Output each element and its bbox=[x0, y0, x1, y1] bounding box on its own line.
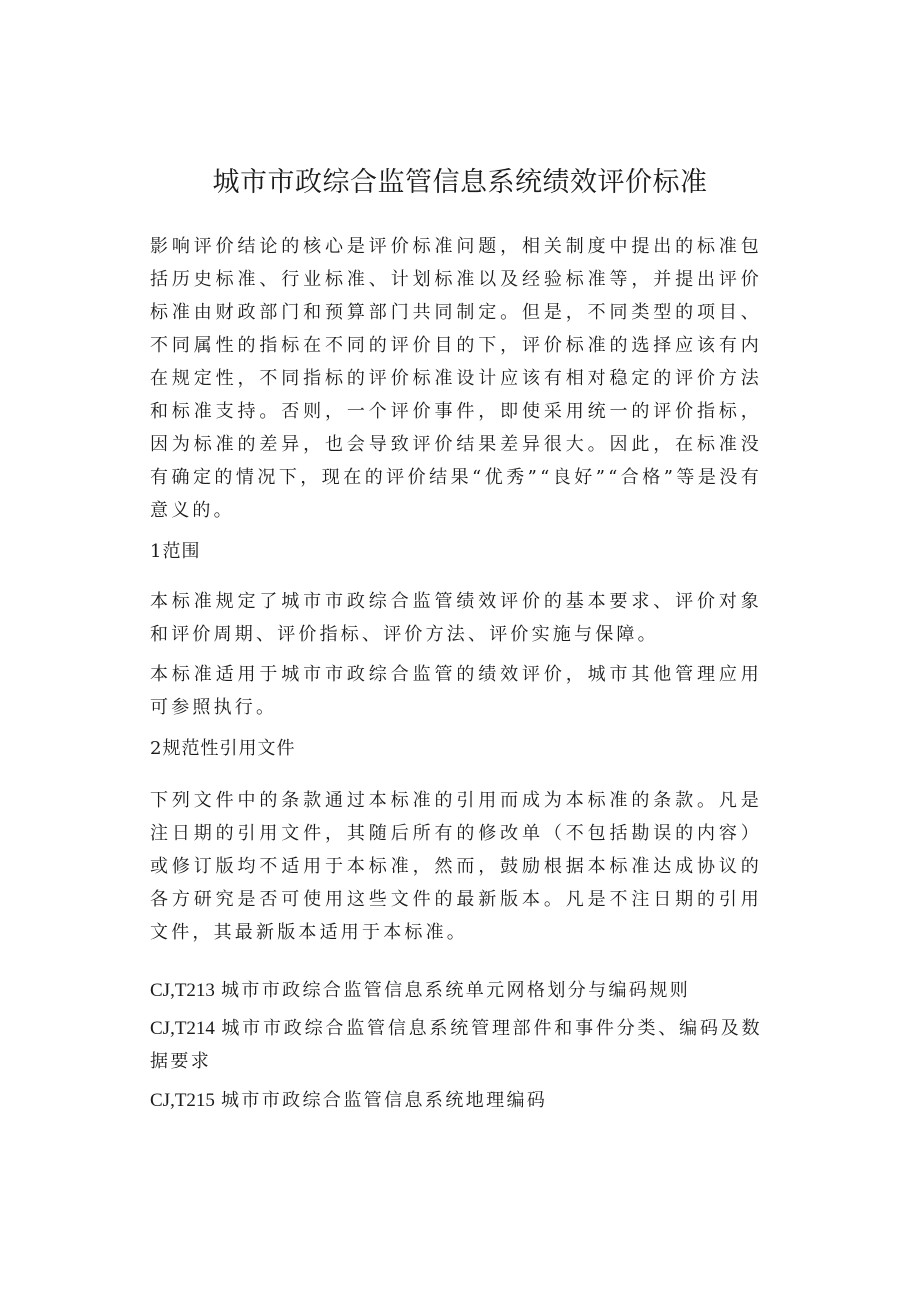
reference-title: 城市市政综合监管信息系统地理编码 bbox=[220, 1090, 548, 1111]
intro-paragraph: 影响评价结论的核心是评价标准问题，相关制度中提出的标准包括历史标准、行业标准、计划标准以及经验标准等，并提出评价标准由财政部门和预算部门共同制定。但是，不同类型的项目、不同属性的指标在不同的评价目的下，评价标准的选择应该有内在规定性，不同指标的评价标准设计应该有相对稳定的评价方法和标准支持。否则，一个评价事件，即使采用统一的评价指标，因为标准的差异，也会导致评价结果差异很大。因此，在标准没有确定的情况下，现在的评价结果“优秀”“良好”“合格”等是没有意义的。 bbox=[150, 236, 762, 521]
document-title: 城市市政综合监管信息系统绩效评价标准 bbox=[212, 167, 708, 198]
reference-title: 城市市政综合监管信息系统单元网格划分与编码规则 bbox=[220, 980, 691, 1001]
section-heading-references: 2规范性引用文件 bbox=[150, 738, 296, 759]
reference-item bbox=[150, 974, 762, 1007]
reference-item bbox=[150, 1012, 762, 1078]
reference-code: CJ,T214 bbox=[150, 1018, 215, 1039]
scope-paragraph-1: 本标准规定了城市市政综合监管绩效评价的基本要求、评价对象和评价周期、评价指标、评价方法、评价实施与保障。 bbox=[150, 591, 762, 645]
reference-code: CJ,T215 bbox=[150, 1090, 215, 1111]
scope-paragraph-2: 本标准适用于城市市政综合监管的绩效评价，城市其他管理应用可参照执行。 bbox=[150, 664, 762, 718]
references-paragraph: 下列文件中的条款通过本标准的引用而成为本标准的条款。凡是注日期的引用文件，其随后所有的修改单（不包括勘误的内容）或修订版均不适用于本标准，然而，鼓励根据本标准达成协议的各方研究是否可使用这些文件的最新版本。凡是不注日期的引用文件，其最新版本适用于本标准。 bbox=[150, 790, 762, 943]
reference-item bbox=[150, 1084, 762, 1117]
section-heading-scope: 1范围 bbox=[150, 541, 201, 562]
reference-code: CJ,T213 bbox=[150, 980, 215, 1001]
reference-title: 城市市政综合监管信息系统管理部件和事件分类、编码及数据要求 bbox=[150, 1018, 762, 1072]
